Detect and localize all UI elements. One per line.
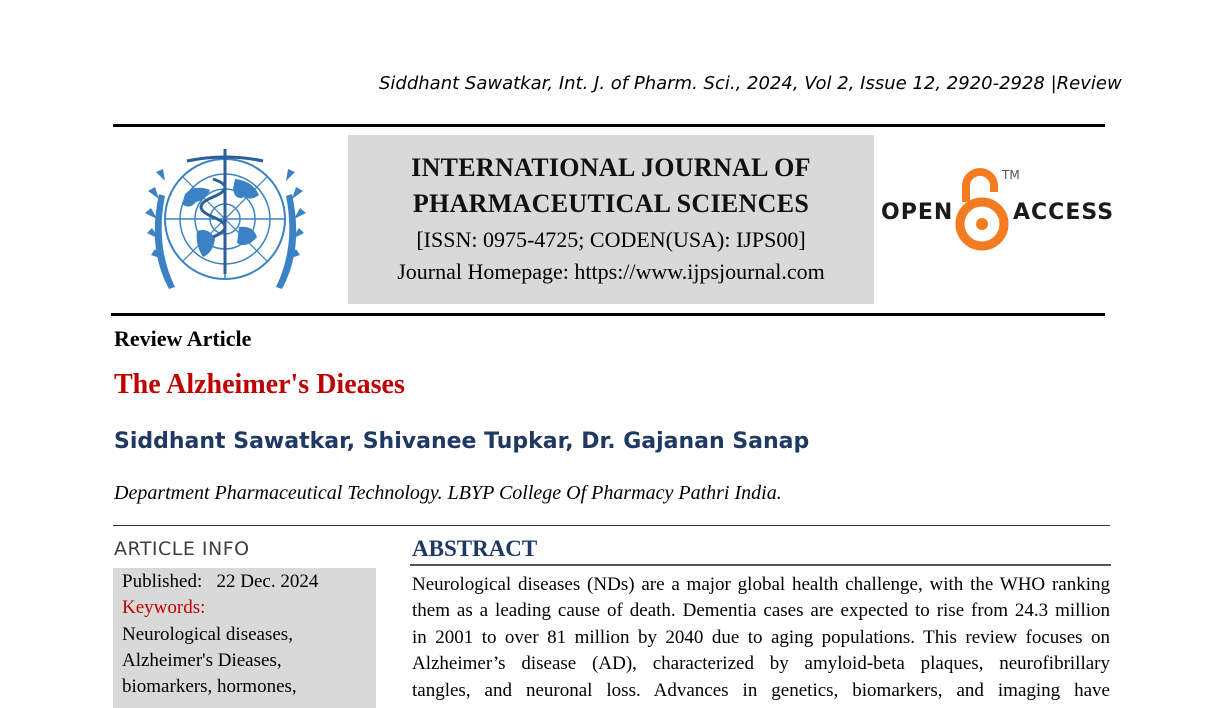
header-bottom-rule <box>111 313 1105 316</box>
abstract-line: tangles, and neuronal loss. Advances in genetics, biomarkers, and imaging have <box>412 679 1110 701</box>
keyword-item: Alzheimer's Dieases, <box>122 650 282 671</box>
open-text: OPEN <box>881 200 954 225</box>
abstract-rule <box>410 564 1111 566</box>
author-list: Siddhant Sawatkar, Shivanee Tupkar, Dr. Gajanan Sanap <box>114 429 810 454</box>
journal-logo-icon <box>127 139 324 305</box>
access-text: ACCESS <box>1013 200 1115 225</box>
affiliation: Department Pharmaceutical Technology. LBYP College Of Pharmacy Pathri India. <box>114 482 782 504</box>
trademark-mark: TM <box>1002 168 1020 182</box>
abstract-heading: ABSTRACT <box>412 536 538 561</box>
abstract-body <box>412 572 1110 704</box>
journal-name-line1: INTERNATIONAL JOURNAL OF <box>411 153 811 182</box>
article-info-heading: ARTICLE INFO <box>114 538 250 560</box>
journal-name-line2: PHARMACEUTICAL SCIENCES <box>412 189 810 218</box>
published-line <box>122 571 318 593</box>
journal-issn: [ISSN: 0975-4725; CODEN(USA): IJPS00] <box>416 227 806 252</box>
running-head: Siddhant Sawatkar, Int. J. of Pharm. Sci., 2024, Vol 2, Issue 12, 2920-2928 |Review <box>379 73 1122 94</box>
abstract-line: in 2001 to over 81 million by 2040 due to aging populations. This review focuses on <box>412 626 1110 648</box>
article-info-box <box>113 566 376 708</box>
abstract-line: them as a leading cause of death. Dementia cases are expected to rise from 24.3 million <box>412 600 1110 622</box>
section-divider <box>113 525 1110 526</box>
keywords-label: Keywords: <box>122 597 206 618</box>
open-access-logo <box>878 166 1115 254</box>
keyword-item: biomarkers, hormones, <box>122 676 297 697</box>
article-type: Review Article <box>114 326 252 351</box>
journal-banner <box>348 135 874 304</box>
top-rule <box>113 124 1105 127</box>
abstract-line: Alzheimer’s disease (AD), characterized by amyloid-beta plaques, neurofibrillary <box>412 653 1110 675</box>
article-title: The Alzheimer's Dieases <box>114 369 405 400</box>
journal-homepage: Journal Homepage: https://www.ijpsjournal.com <box>397 259 825 284</box>
abstract-line: Neurological diseases (NDs) are a major global health challenge, with the WHO ranking <box>412 574 1110 595</box>
published-date: 22 Dec. 2024 <box>216 571 319 592</box>
keyword-item: Neurological diseases, <box>122 624 293 645</box>
published-label: Published: <box>122 571 203 592</box>
